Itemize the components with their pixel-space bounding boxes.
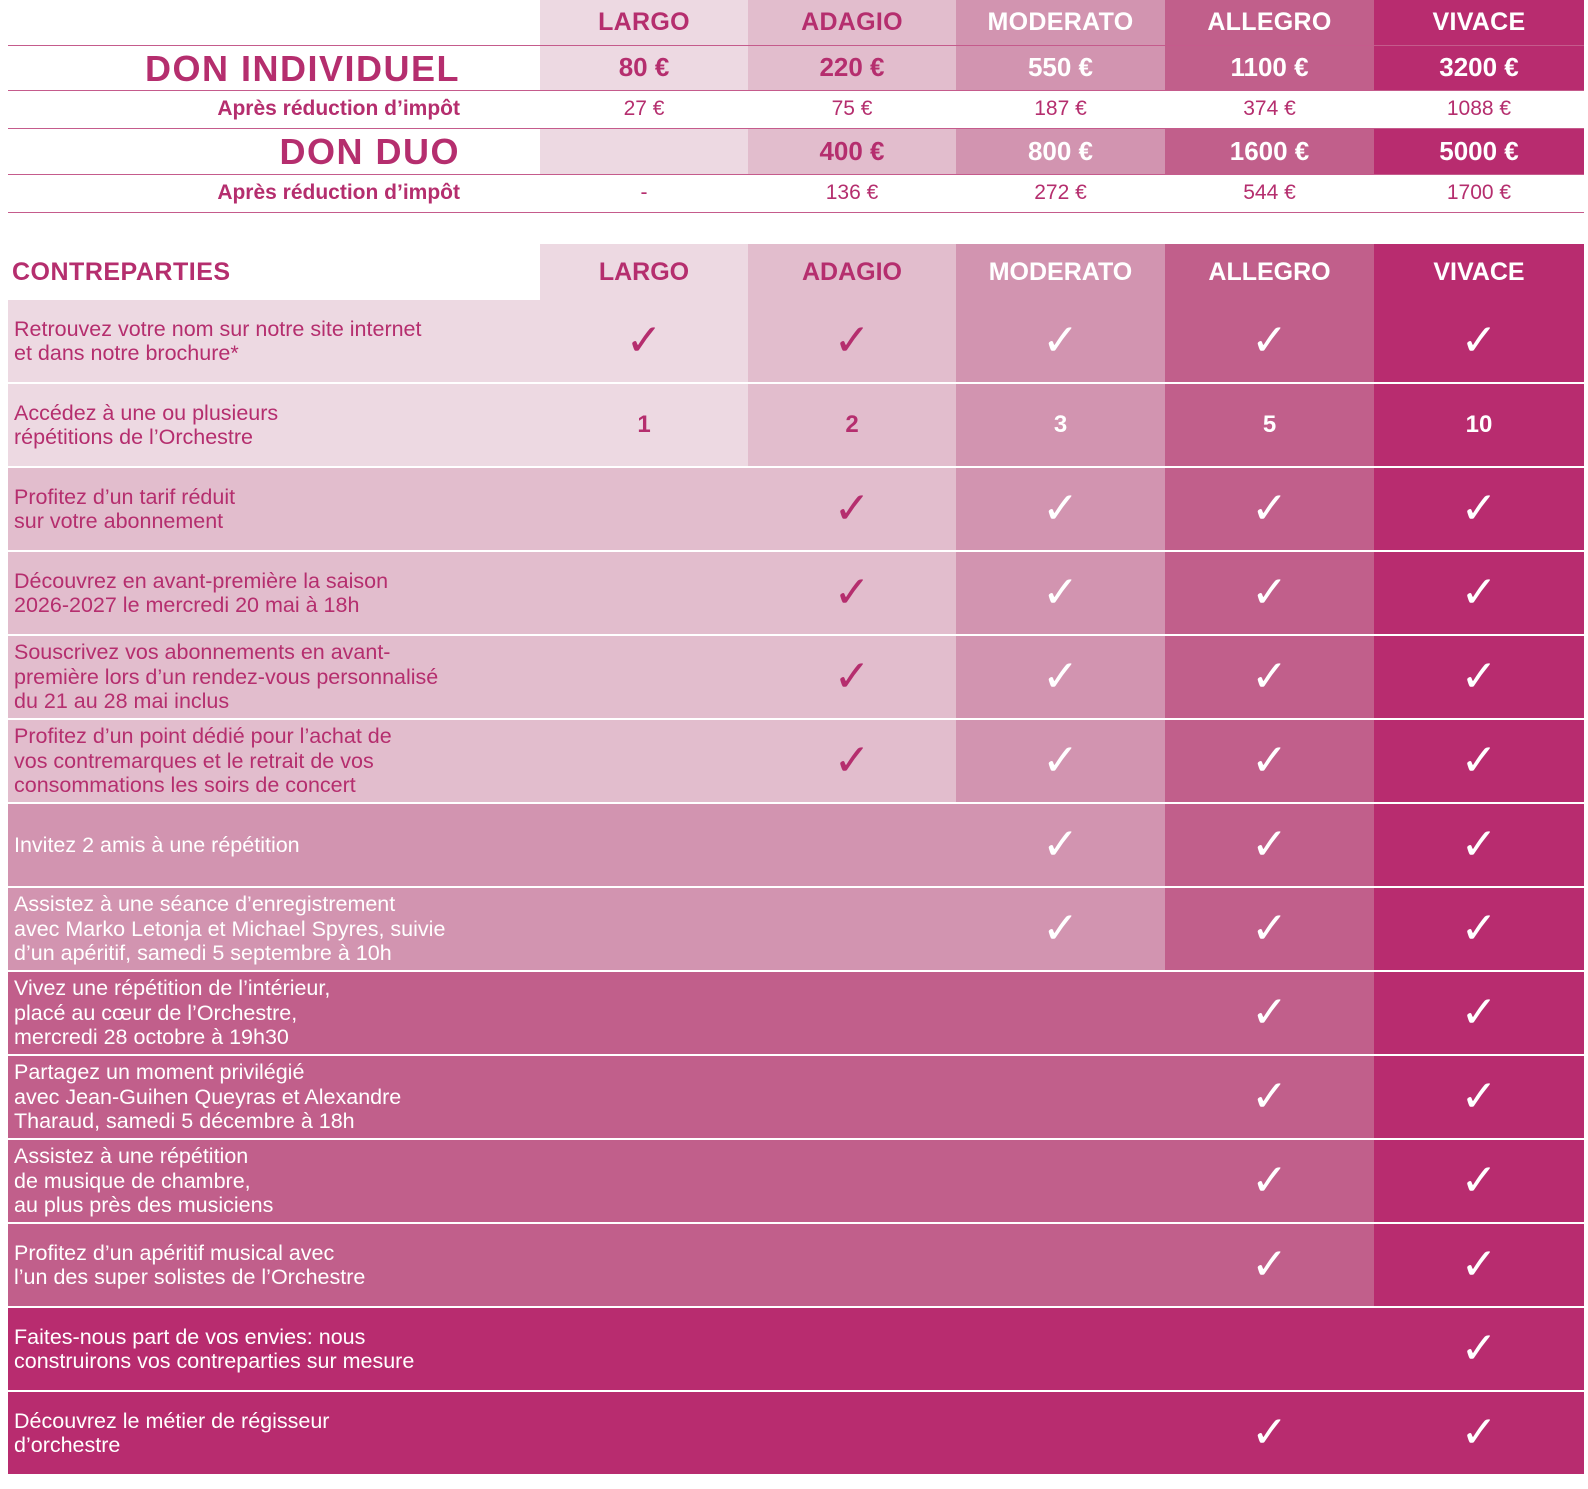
- benefits-header-adagio: ADAGIO: [748, 244, 956, 300]
- checkmark-icon: ✓: [1460, 1155, 1498, 1206]
- benefit-cell-adagio: [748, 720, 956, 802]
- benefit-cell-vivace: [1374, 468, 1584, 550]
- checkmark-icon: ✓: [833, 567, 871, 618]
- individual-after-tax-moderato: 187 €: [1034, 97, 1087, 120]
- duo-after-tax-largo: -: [640, 181, 648, 204]
- checkmark-icon: ✓: [1460, 567, 1498, 618]
- benefit-label: Faites-nous part de vos envies: nous construirons vos contreparties sur mesure: [14, 1324, 415, 1373]
- rehearsal-count: 1: [637, 411, 651, 438]
- benefit-row: [8, 1056, 1584, 1138]
- individual-after-tax-allegro: 374 €: [1243, 97, 1296, 120]
- tier-column-vivace: [1374, 0, 1584, 214]
- rule-line: [8, 45, 1584, 46]
- benefits-header-allegro: ALLEGRO: [1165, 244, 1374, 300]
- rehearsal-count: 3: [1053, 411, 1068, 438]
- checkmark-icon: ✓: [1251, 735, 1288, 786]
- checkmark-icon: ✓: [1460, 987, 1498, 1038]
- checkmark-icon: ✓: [1460, 1239, 1498, 1290]
- checkmark-icon: ✓: [1460, 735, 1498, 786]
- benefit-label: Profitez d’un point dédié pour l’achat de vos contremarques et le retrait de vos consommations les soirs de concert: [14, 724, 392, 798]
- checkmark-icon: ✓: [1251, 819, 1288, 870]
- checkmark-icon: ✓: [1251, 987, 1288, 1038]
- duo-amount-moderato: 800 €: [956, 129, 1165, 174]
- tier-column-moderato: [956, 0, 1165, 214]
- benefit-cell-moderato: [956, 720, 1165, 802]
- tier-column-allegro: [1165, 0, 1374, 214]
- tier-header-moderato: MODERATO: [956, 0, 1165, 45]
- benefit-cell-allegro: [1165, 1140, 1374, 1222]
- rehearsal-count: 2: [845, 411, 859, 438]
- tier-header-allegro: ALLEGRO: [1165, 0, 1374, 45]
- individual-after-tax-label: Après réduction d’impôt: [217, 97, 460, 120]
- checkmark-icon: ✓: [1251, 1239, 1288, 1290]
- checkmark-icon: ✓: [1251, 567, 1288, 618]
- benefit-cell-vivace: [1374, 552, 1584, 634]
- benefit-row: [8, 1392, 1584, 1474]
- duo-amount-adagio: 400 €: [748, 129, 956, 174]
- checkmark-icon: ✓: [1460, 315, 1498, 366]
- benefit-row: [8, 1224, 1584, 1306]
- checkmark-icon: ✓: [1460, 1407, 1498, 1458]
- benefit-label: Souscrivez vos abonnements en avant- première lors d’un rendez-vous personnalisé du 21 au 28 mai inclus: [14, 640, 439, 714]
- benefit-cell-moderato: [956, 888, 1165, 970]
- tier-header-adagio: ADAGIO: [748, 0, 956, 45]
- individual-amount-adagio: 220 €: [748, 45, 956, 90]
- benefit-cell-adagio: [748, 468, 956, 550]
- checkmark-icon: ✓: [833, 315, 871, 366]
- benefits-header-moderato: MODERATO: [956, 244, 1165, 300]
- benefit-cell-allegro: [1165, 1392, 1374, 1474]
- benefit-cell-moderato: [956, 804, 1165, 886]
- benefit-label: Profitez d’un tarif réduit sur votre abonnement: [14, 484, 236, 533]
- checkmark-icon: ✓: [1251, 651, 1288, 702]
- checkmark-icon: ✓: [1251, 1071, 1288, 1122]
- benefit-label: Accédez à une ou plusieurs répétitions de l’Orchestre: [14, 400, 279, 449]
- benefit-label: Découvrez le métier de régisseur d’orchestre: [14, 1408, 330, 1457]
- individual-amount-vivace: 3200 €: [1374, 45, 1584, 90]
- benefit-cell-vivace: [1374, 1392, 1584, 1474]
- individual-amount-moderato: 550 €: [956, 45, 1165, 90]
- individual-amount-allegro: 1100 €: [1165, 45, 1374, 90]
- benefit-cell-vivace: [1374, 720, 1584, 802]
- rule-line: [8, 212, 1584, 213]
- benefit-row: [8, 636, 1584, 718]
- benefit-cell-moderato: [956, 636, 1165, 718]
- checkmark-icon: ✓: [1042, 483, 1079, 534]
- rule-line: [8, 128, 1584, 129]
- benefit-cell-largo: [540, 384, 748, 466]
- benefit-cell-allegro: [1165, 300, 1374, 382]
- benefit-row: [8, 468, 1584, 550]
- individual-amount-largo: 80 €: [540, 45, 748, 90]
- checkmark-icon: ✓: [833, 651, 871, 702]
- benefit-cell-vivace: [1374, 636, 1584, 718]
- checkmark-icon: ✓: [833, 483, 871, 534]
- rehearsal-count: 10: [1465, 411, 1493, 438]
- duo-amount-largo: [540, 129, 748, 174]
- duo-amount-allegro: 1600 €: [1165, 129, 1374, 174]
- checkmark-icon: ✓: [1042, 315, 1079, 366]
- duo-donation-label: DON DUO: [279, 130, 460, 172]
- duo-after-tax-allegro: 544 €: [1243, 181, 1296, 204]
- benefit-cell-adagio: [748, 552, 956, 634]
- checkmark-icon: ✓: [1042, 903, 1079, 954]
- benefit-cell-allegro: [1165, 1224, 1374, 1306]
- tier-header-largo: LARGO: [540, 0, 748, 45]
- benefit-cell-adagio: [748, 300, 956, 382]
- benefit-label: Retrouvez votre nom sur notre site internet et dans notre brochure*: [14, 316, 422, 365]
- tier-column-largo: [540, 0, 748, 214]
- benefit-label: Assistez à une répétition de musique de chambre, au plus près des musiciens: [14, 1144, 274, 1218]
- benefit-cell-vivace: [1374, 300, 1584, 382]
- tier-column-adagio: [748, 0, 956, 214]
- checkmark-icon: ✓: [1460, 819, 1498, 870]
- benefit-label: Invitez 2 amis à une répétition: [14, 832, 300, 857]
- benefit-cell-vivace: [1374, 1224, 1584, 1306]
- benefit-cell-moderato: [956, 300, 1165, 382]
- checkmark-icon: ✓: [1251, 483, 1288, 534]
- rule-line: [8, 90, 1584, 91]
- benefit-cell-adagio: [748, 636, 956, 718]
- checkmark-icon: ✓: [833, 735, 871, 786]
- benefit-cell-allegro: [1165, 720, 1374, 802]
- checkmark-icon: ✓: [1251, 903, 1288, 954]
- benefit-cell-moderato: [956, 384, 1165, 466]
- benefit-cell-allegro: [1165, 972, 1374, 1054]
- benefit-label: Profitez d’un apéritif musical avec l’un des super solistes de l’Orchestre: [14, 1240, 366, 1289]
- benefit-cell-vivace: [1374, 1140, 1584, 1222]
- checkmark-icon: ✓: [1042, 651, 1079, 702]
- benefits-title: CONTREPARTIES: [12, 257, 231, 286]
- benefit-cell-moderato: [956, 552, 1165, 634]
- checkmark-icon: ✓: [1460, 1071, 1498, 1122]
- benefit-cell-moderato: [956, 468, 1165, 550]
- checkmark-icon: ✓: [1460, 483, 1498, 534]
- benefit-label: Vivez une répétition de l’intérieur, placé au cœur de l’Orchestre, mercredi 28 octobre à 19h30: [14, 976, 331, 1050]
- benefit-cell-allegro: [1165, 1056, 1374, 1138]
- rule-line: [8, 174, 1584, 175]
- duo-after-tax-label: Après réduction d’impôt: [217, 181, 460, 204]
- benefit-row: [8, 720, 1584, 802]
- benefit-cell-allegro: [1165, 384, 1374, 466]
- benefit-label: Assistez à une séance d’enregistrement avec Marko Letonja et Michael Spyres, suivie d’un apéritif, samedi 5 septembre à 10h: [14, 892, 446, 966]
- benefit-cell-vivace: [1374, 972, 1584, 1054]
- checkmark-icon: ✓: [1251, 1407, 1288, 1458]
- checkmark-icon: ✓: [1460, 1323, 1498, 1374]
- benefit-cell-vivace: [1374, 888, 1584, 970]
- benefit-cell-allegro: [1165, 804, 1374, 886]
- rehearsal-count: 5: [1262, 411, 1277, 438]
- benefit-cell-vivace: [1374, 804, 1584, 886]
- checkmark-icon: ✓: [1251, 1155, 1288, 1206]
- individual-donation-label: DON INDIVIDUEL: [144, 47, 460, 89]
- benefit-cell-vivace: [1374, 1056, 1584, 1138]
- checkmark-icon: ✓: [625, 315, 663, 366]
- benefit-cell-adagio: [748, 384, 956, 466]
- checkmark-icon: ✓: [1460, 903, 1498, 954]
- pricing-table: [0, 0, 1588, 214]
- benefit-row: [8, 552, 1584, 634]
- benefit-row: [8, 1140, 1584, 1222]
- benefit-row: [8, 1308, 1584, 1390]
- benefits-header-vivace: VIVACE: [1374, 244, 1584, 300]
- tier-header-vivace: VIVACE: [1374, 0, 1584, 45]
- duo-after-tax-vivace: 1700 €: [1446, 181, 1512, 204]
- checkmark-icon: ✓: [1042, 819, 1079, 870]
- benefit-row: [8, 300, 1584, 382]
- benefit-cell-allegro: [1165, 468, 1374, 550]
- benefit-row: [8, 384, 1584, 466]
- benefit-cell-allegro: [1165, 636, 1374, 718]
- benefit-row: [8, 888, 1584, 970]
- checkmark-icon: ✓: [1460, 651, 1498, 702]
- duo-after-tax-moderato: 272 €: [1034, 181, 1087, 204]
- benefit-label: Partagez un moment privilégié avec Jean-Guihen Queyras et Alexandre Tharaud, samedi 5 décembre à 18h: [14, 1060, 402, 1134]
- benefit-cell-largo: [540, 300, 748, 382]
- duo-after-tax-adagio: 136 €: [825, 181, 879, 204]
- benefit-cell-allegro: [1165, 552, 1374, 634]
- individual-after-tax-adagio: 75 €: [831, 97, 873, 120]
- benefit-row: [8, 972, 1584, 1054]
- benefit-row: [8, 804, 1584, 886]
- checkmark-icon: ✓: [1042, 735, 1079, 786]
- duo-amount-vivace: 5000 €: [1374, 129, 1584, 174]
- checkmark-icon: ✓: [1251, 315, 1288, 366]
- individual-after-tax-vivace: 1088 €: [1446, 97, 1512, 120]
- individual-after-tax-largo: 27 €: [623, 97, 665, 120]
- benefits-header-largo: LARGO: [540, 244, 748, 300]
- checkmark-icon: ✓: [1042, 567, 1079, 618]
- benefit-label: Découvrez en avant-première la saison 2026-2027 le mercredi 20 mai à 18h: [14, 568, 389, 617]
- benefit-cell-vivace: [1374, 384, 1584, 466]
- benefit-cell-allegro: [1165, 888, 1374, 970]
- benefit-cell-vivace: [1374, 1308, 1584, 1390]
